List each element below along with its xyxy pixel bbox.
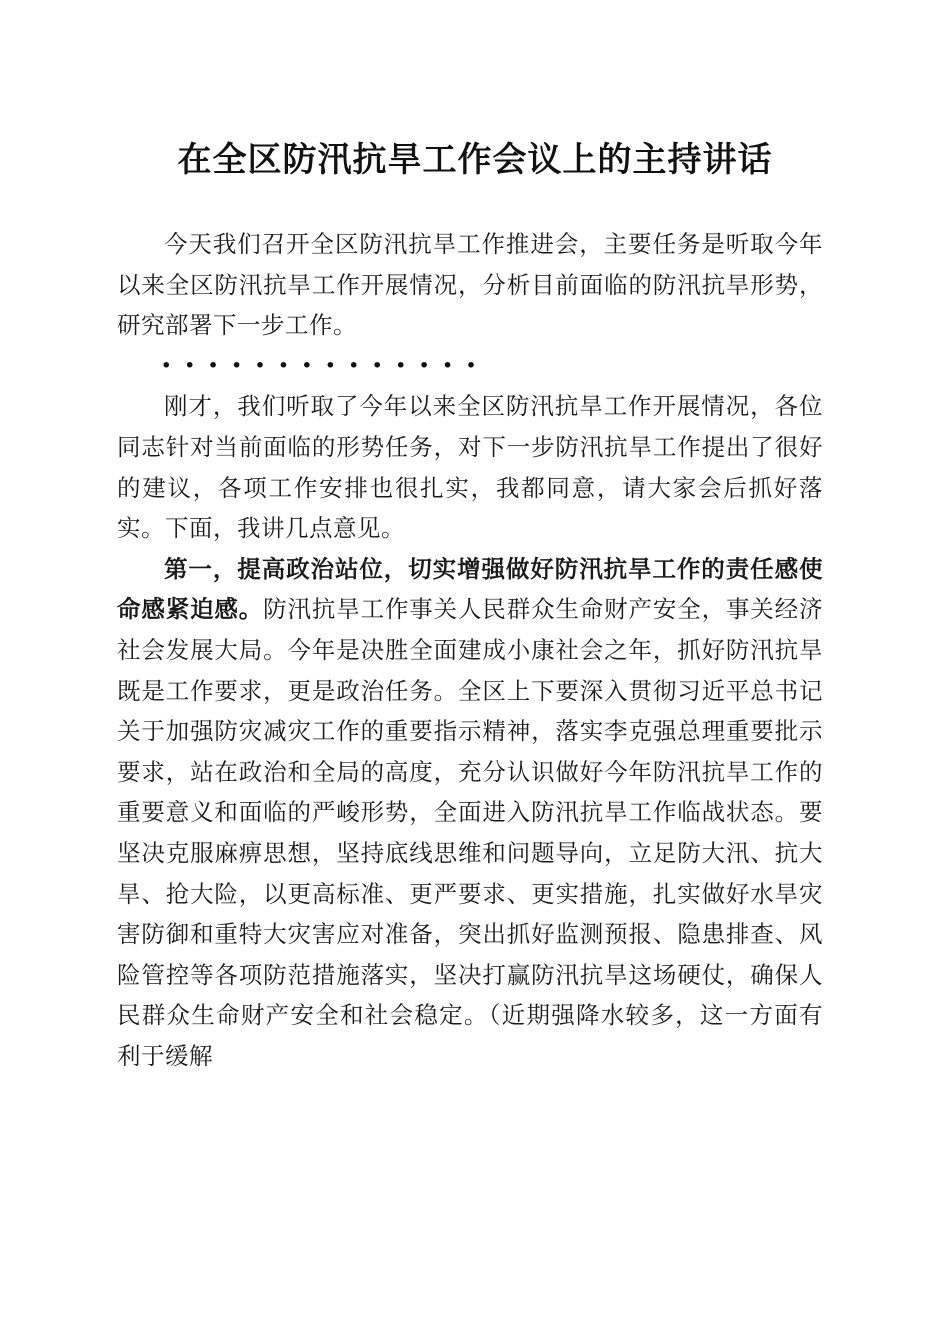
document-title: 在全区防汛抗旱工作会议上的主持讲话 <box>177 140 773 180</box>
paragraph-remarks: 刚才，我们听取了今年以来全区防汛抗旱工作开展情况，各位同志针对当前面临的形势任务，对下一步防汛抗旱工作提出了很好的建议，各项工作安排也很扎实，我都同意，请大家会后抓好落实。下面，我讲几点意见。 <box>117 392 823 543</box>
omission-separator: ·············· <box>161 347 490 383</box>
paragraph-first-point <box>117 549 823 1077</box>
first-point-heading: 第一，提高政治站位，切实增强做好防汛抗旱工作的责任感使命感紧迫感。 <box>117 554 823 624</box>
document-body <box>117 224 823 1076</box>
first-point-text: 防汛抗旱工作事关人民群众生命财产安全，事关经济社会发展大局。今年是决胜全面建成小康社会之年，抓好防汛抗旱既是工作要求，更是政治任务。全区上下要深入贯彻习近平总书记关于加强防灾减灾工作的重要指示精神，落实李克强总理重要批示要求，站在政治和全局的高度，充分认识做好今年防汛抗旱工作的重要意义和面临的严峻形势，全面进入防汛抗旱工作临战状态。要坚决克服麻痹思想，坚持底线思维和问题导向，立足防大汛、抗大旱、抢大险，以更高标准、更严要求、更实措施，扎实做好水旱灾害防御和重特大灾害应对准备，突出抓好监测预报、隐患排查、风险管控等各项防范措施落实，坚决打赢防汛抗旱这场硬仗，确保人民群众生命财产安全和社会稳定。（近期强降水较多，这一方面有利于缓解 <box>117 595 824 1070</box>
paragraph-opening: 今天我们召开全区防汛抗旱工作推进会，主要任务是听取今年以来全区防汛抗旱工作开展情况，分析目前面临的防汛抗旱形势，研究部署下一步工作。 <box>117 230 823 340</box>
